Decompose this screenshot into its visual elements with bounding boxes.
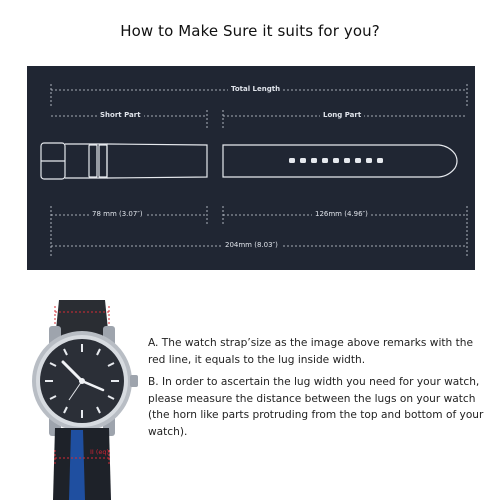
watch-graphic	[25, 300, 140, 500]
strap-holes	[289, 158, 383, 163]
short-measure-label: 78 mm (3.07″)	[89, 210, 146, 219]
long-strap	[223, 145, 457, 177]
long-part-label: Long Part	[320, 111, 364, 120]
total-length-label: Total Length	[228, 85, 283, 94]
short-strap	[41, 143, 207, 179]
lug-width-label: II (eq)	[90, 448, 110, 456]
instruction-a: A. The watch strap’size as the image above remarks with the red line, it equals to the lug inside width.	[148, 337, 474, 366]
instructions	[148, 335, 493, 446]
long-measure-label: 126mm (4.96″)	[312, 210, 371, 219]
strap-diagram	[27, 66, 475, 270]
total-measure-label: 204mm (8.03″)	[222, 241, 281, 250]
instruction-b: B. In order to ascertain the lug width you need for your watch, please measure the distance between the lugs on your watch (the horn like parts protruding from the top and bottom of your watch).	[148, 376, 484, 438]
strap-diagram-panel	[27, 66, 475, 270]
short-part-label: Short Part	[97, 111, 144, 120]
page-title: How to Make Sure it suits for you?	[120, 22, 380, 40]
watch-illustration	[25, 300, 140, 504]
